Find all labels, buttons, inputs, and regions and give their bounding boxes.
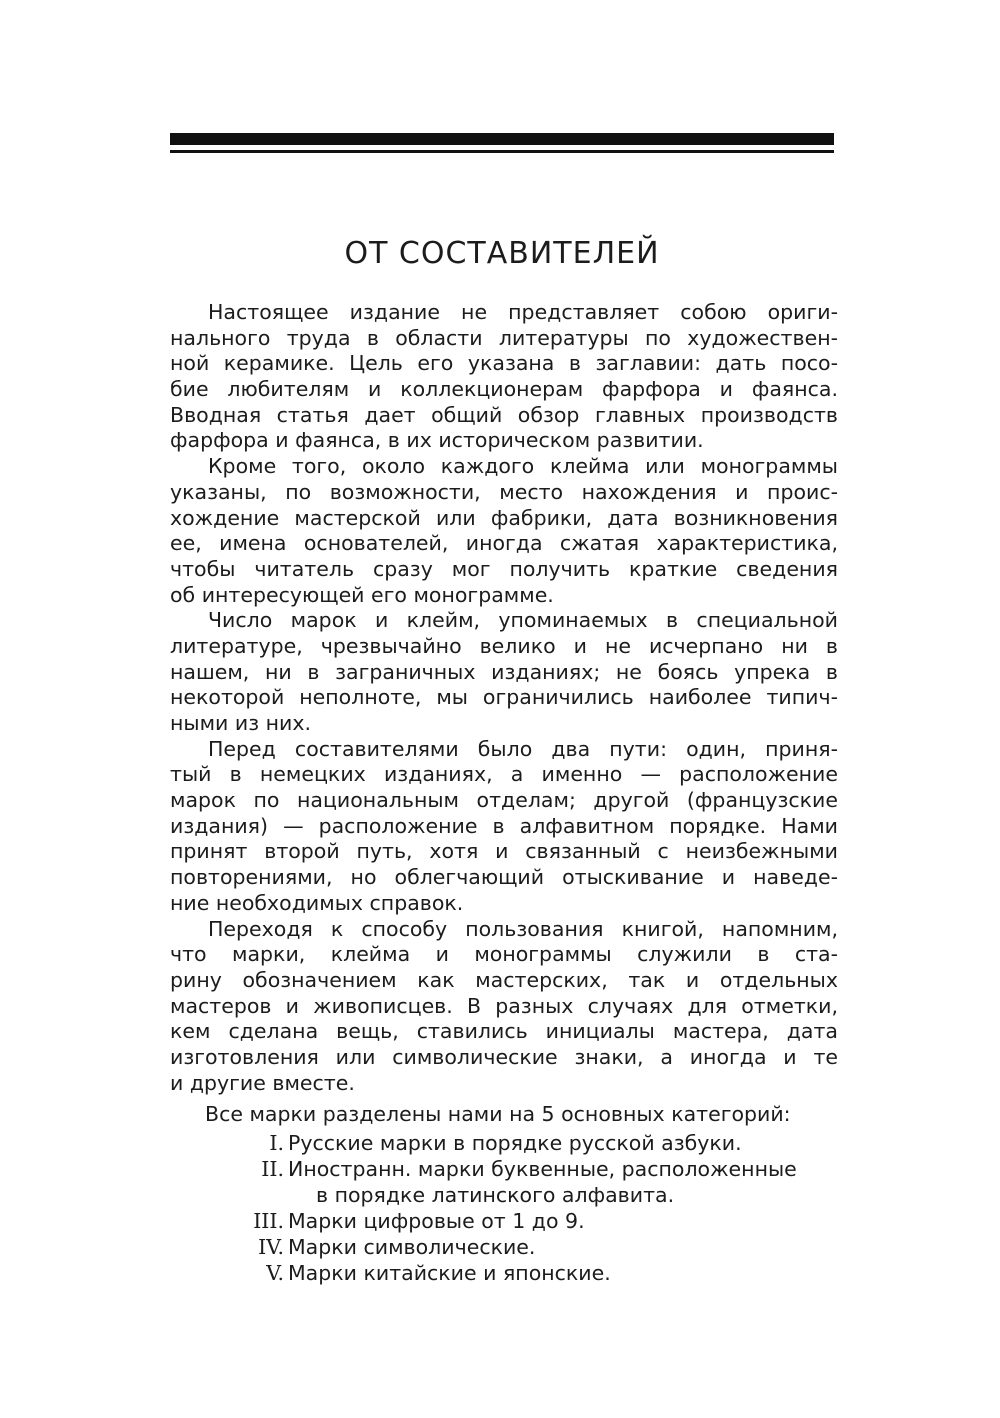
text-line: рину обозначением как мастерских, так и отдельных <box>170 967 838 992</box>
list-item <box>170 1260 850 1286</box>
text-line: повторениями, но облегчающий отыскивание и наведе- <box>170 865 838 890</box>
text-line: фарфора и фаянса, в их историческом развитии. <box>170 428 704 453</box>
text-line: ной керамике. Цель его указана в заглавии: дать посо- <box>170 351 838 376</box>
list-item-text: в порядке латинского алфавита. <box>316 1183 675 1207</box>
text-line: нашем, ни в заграничных изданиях; не боясь упрека в <box>170 659 838 684</box>
text-line: Переходя к способу пользования книгой, напомним, <box>208 916 838 941</box>
text-line: мастеров и живописцев. В разных случаях для отметки, <box>170 993 838 1018</box>
text-line: некоторой неполноте, мы ограничились наиболее типич- <box>170 685 838 710</box>
list-item-number: IV. <box>258 1235 284 1259</box>
list-item-number: I. <box>269 1131 284 1155</box>
text-line: изготовления или символические знаки, а иногда и те <box>170 1044 838 1069</box>
text-line: марок по национальным отделам; другой (французские <box>170 788 838 813</box>
text-line: ние необходимых справок. <box>170 890 464 915</box>
header-rule-thin <box>170 150 834 153</box>
list-item-text: Марки символические. <box>288 1235 536 1259</box>
list-item-text: Марки цифровые от 1 до 9. <box>288 1209 585 1233</box>
text-line: издания) — расположение в алфавитном порядке. Нами <box>170 813 838 838</box>
list-item-number: III. <box>253 1209 284 1233</box>
list-item <box>170 1234 850 1260</box>
categories-list <box>170 1130 850 1286</box>
text-line: хождение мастерской или фабрики, дата возникновения <box>170 505 838 530</box>
text-line: кем сделана вещь, ставились инициалы мастера, дата <box>170 1019 838 1044</box>
page-title: ОТ СОСТАВИТЕЛЕЙ <box>344 236 660 271</box>
text-line: Перед составителями было два пути: один, приня- <box>208 736 838 761</box>
list-item-text: Русские марки в порядке русской азбуки. <box>288 1131 742 1155</box>
categories-intro: Все марки разделены нами на 5 основных категорий: <box>205 1102 791 1126</box>
text-line: литературе, чрезвычайно велико и не исчерпано ни в <box>170 633 838 658</box>
text-line: чтобы читатель сразу мог получить краткие сведения <box>170 556 838 581</box>
list-item <box>170 1156 850 1182</box>
text-line: Настоящее издание не представляет собою ориги- <box>208 300 838 324</box>
text-line: бие любителям и коллекционерам фарфора и фаянса. <box>170 377 838 402</box>
header-rule-thick <box>170 133 834 145</box>
text-line: об интересующей его монограмме. <box>170 582 554 607</box>
text-line: ее, имена основателей, иногда сжатая характеристика, <box>170 531 838 556</box>
text-line: Вводная статья дает общий обзор главных производств <box>170 402 838 427</box>
list-item <box>170 1130 850 1156</box>
list-item <box>170 1208 850 1234</box>
list-item-number: V. <box>266 1261 284 1285</box>
text-line: ными из них. <box>170 711 312 735</box>
text-line: что марки, клейма и монограммы служили в ста- <box>170 942 838 967</box>
text-line: принят второй путь, хотя и связанный с неизбежными <box>170 839 838 864</box>
text-line: Кроме того, около каждого клейма или монограммы <box>208 454 838 479</box>
text-line: указаны, по возможности, место нахождения и проис- <box>170 479 838 504</box>
list-item-continuation <box>170 1182 850 1208</box>
list-item-number: II. <box>261 1157 284 1181</box>
text-line: Число марок и клейм, упоминаемых в специальной <box>208 608 838 633</box>
text-line: тый в немецких изданиях, а именно — расположение <box>170 762 838 787</box>
text-line: и другие вместе. <box>170 1070 355 1095</box>
list-item-text: Марки китайские и японские. <box>288 1261 611 1285</box>
preface-body <box>170 300 838 1096</box>
list-item-text: Иностранн. марки буквенные, расположенные <box>288 1157 797 1181</box>
text-line: нального труда в области литературы по художествен- <box>170 325 838 350</box>
